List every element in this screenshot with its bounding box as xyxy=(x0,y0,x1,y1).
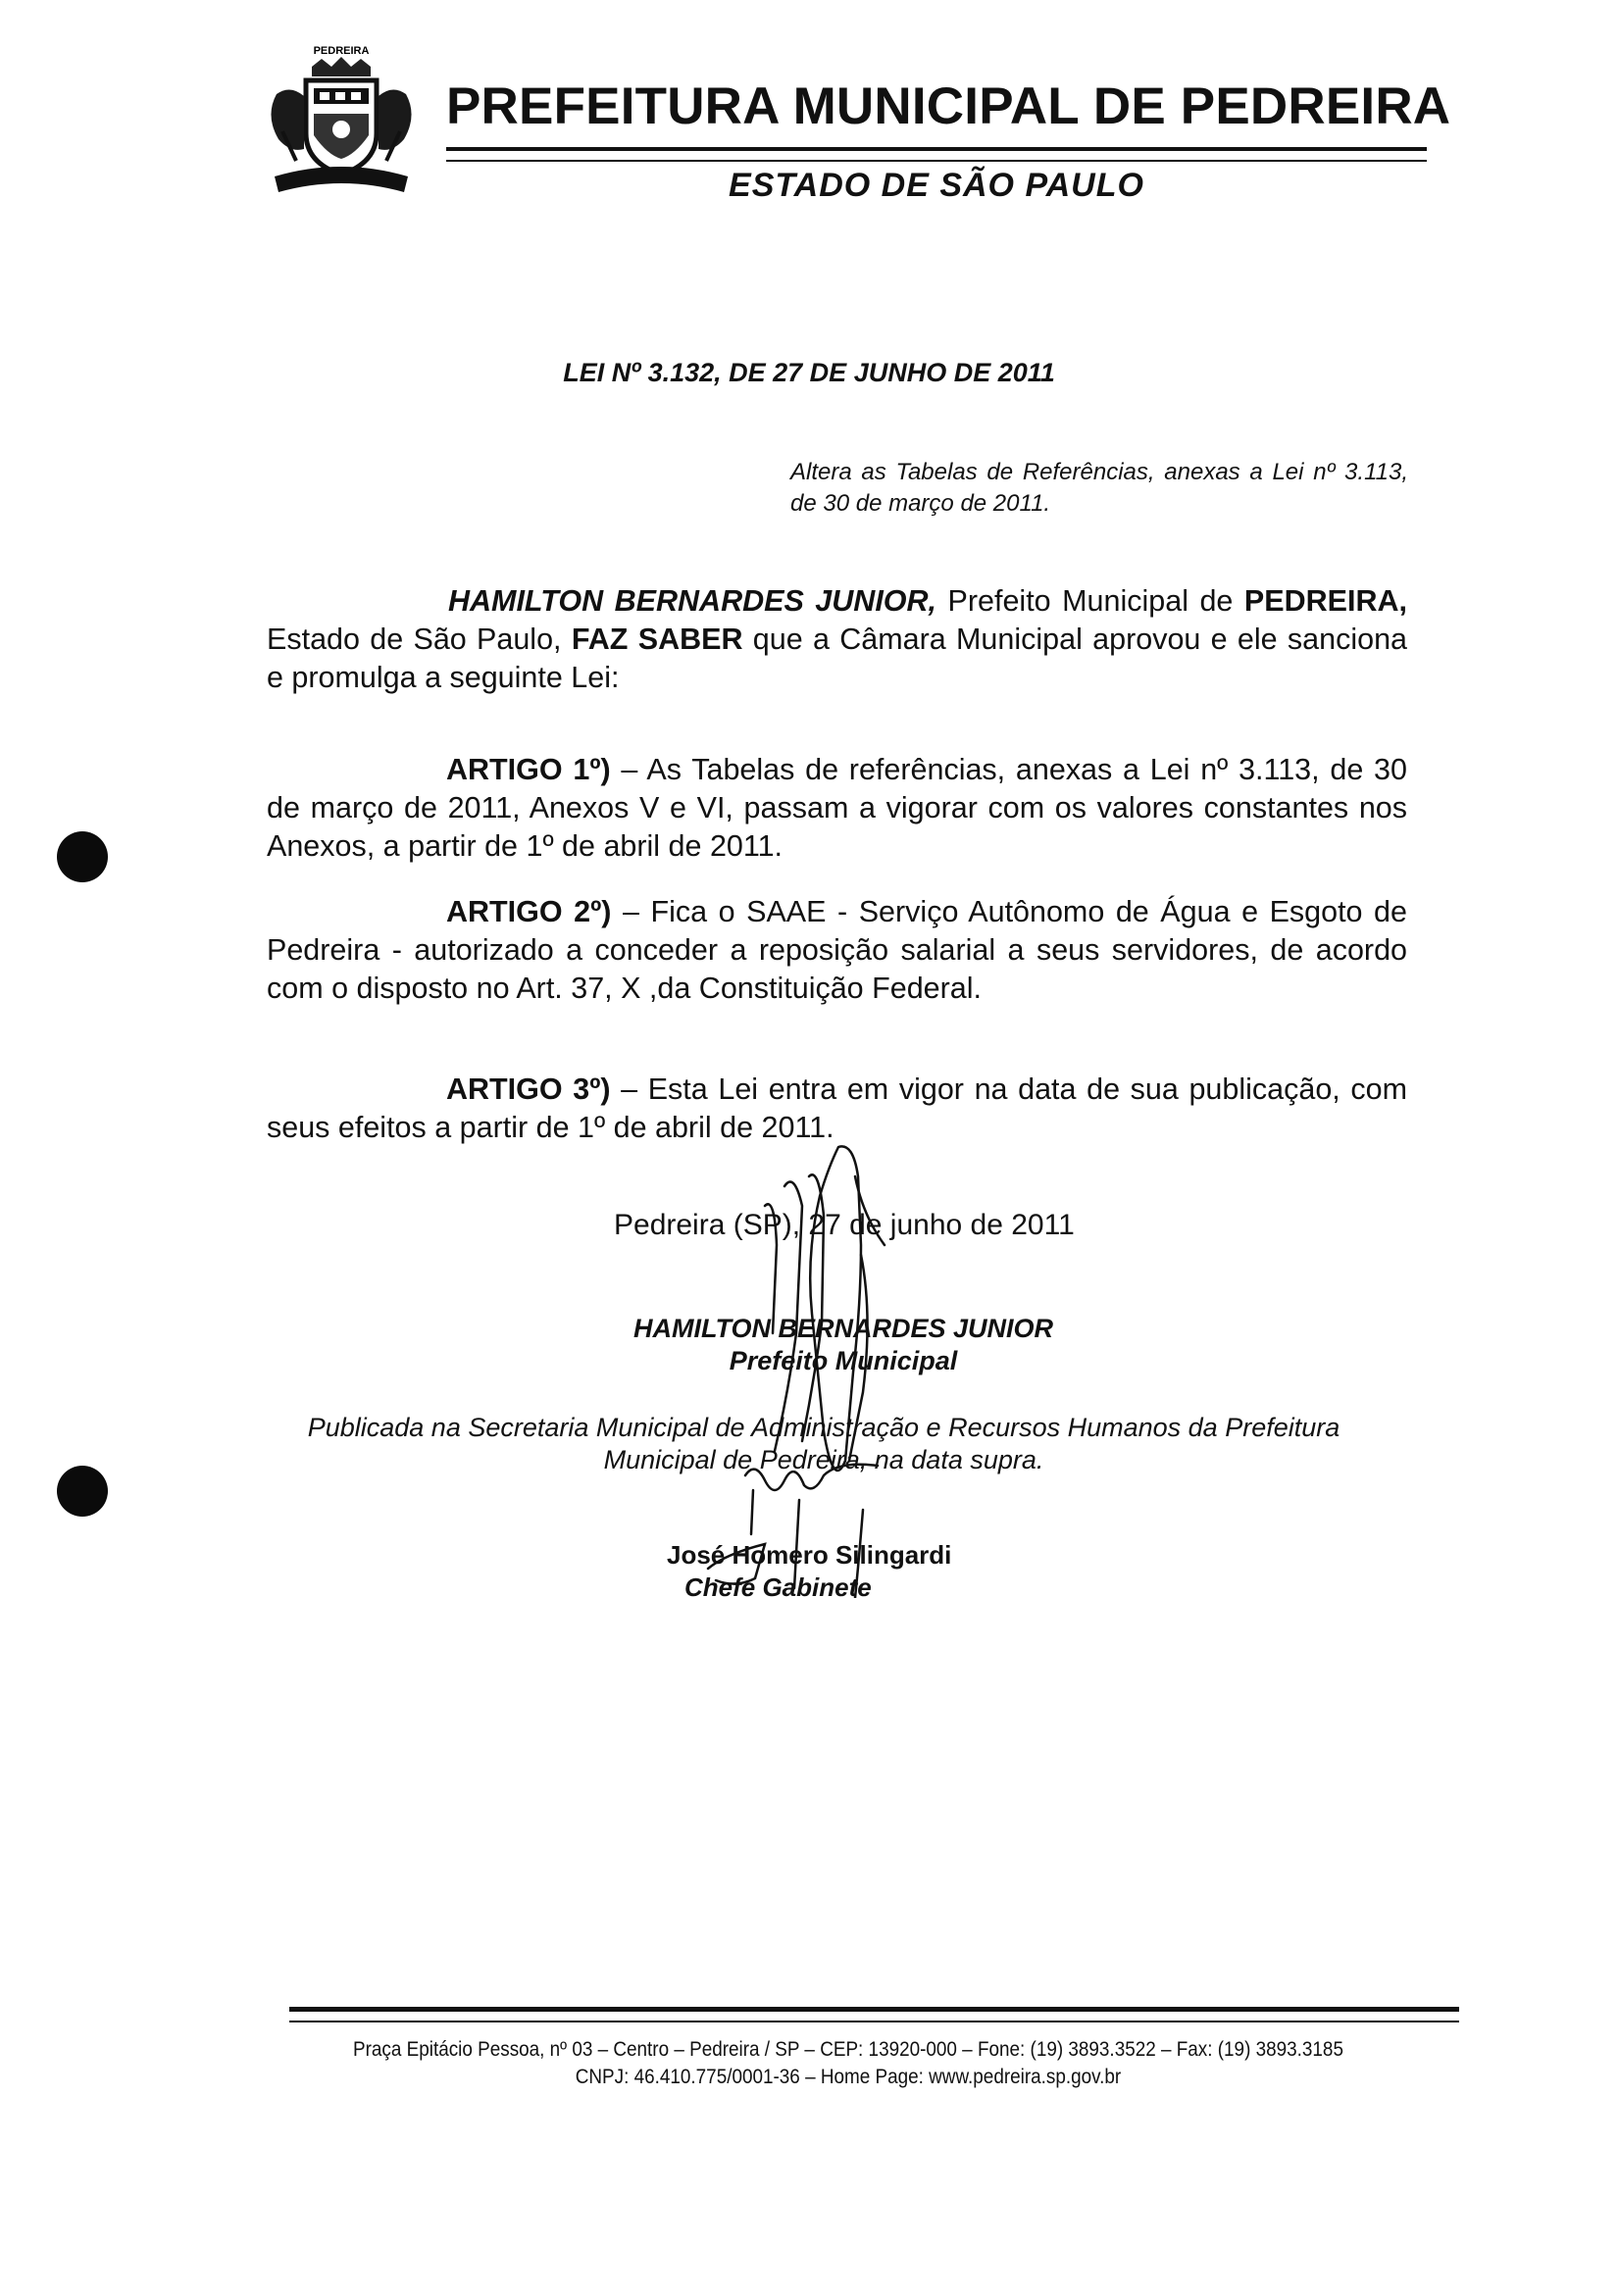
date-line: Pedreira (SP), 27 de junho de 2011 xyxy=(614,1209,1075,1241)
article-label: ARTIGO 2º) xyxy=(446,895,612,928)
mayor-name: HAMILTON BERNARDES JUNIOR, xyxy=(448,584,937,618)
header-divider xyxy=(446,147,1427,162)
faz-saber: FAZ SABER xyxy=(571,623,743,656)
article-2 xyxy=(267,893,1407,1008)
footer-divider xyxy=(289,2007,1459,2022)
law-ementa: Altera as Tabelas de Referências, anexas a Lei nº 3.113, de 30 de março de 2011. xyxy=(790,459,1408,517)
chief-role: Chefe Gabinete xyxy=(684,1572,872,1602)
publication-line-1: Publicada na Secretaria Municipal de Administração e Recursos Humanos da Prefeitura xyxy=(307,1413,1340,1442)
footer-address: Praça Epitácio Pessoa, nº 03 – Centro – Pedreira / SP – CEP: 13920-000 – Fone: (19) 3893.3522 – Fax: (19) 3893.3185 xyxy=(353,2038,1343,2061)
article-label: ARTIGO 3º) xyxy=(446,1073,611,1106)
binding-hole-mark xyxy=(57,831,108,882)
handwritten-signature xyxy=(628,1137,1039,1598)
article-1 xyxy=(267,751,1407,866)
svg-text:PEDREIRA: PEDREIRA xyxy=(313,45,370,57)
mayor-signature-role: Prefeito Municipal xyxy=(729,1346,958,1375)
article-text: – Fica o SAAE - Serviço Autônomo de Água e Esgoto de Pedreira - autorizado a conceder a reposição salarial a seus servidores, de acordo com o disposto no Art. 37, X ,da Constituição Federal. xyxy=(267,895,1407,1005)
intro-paragraph: HAMILTON BERNARDES JUNIOR, Prefeito Municipal de PEDREIRA, Estado de São Paulo, FAZ SABER que a Câmara Municipal aprovou e ele sanciona e promulga a seguinte Lei: xyxy=(267,584,1408,694)
chief-name: José Homero Silingardi xyxy=(667,1540,952,1570)
municipal-crest-logo xyxy=(257,37,426,206)
publication-line-2: Municipal de Pedreira, na data supra. xyxy=(603,1445,1044,1474)
article-3 xyxy=(267,1071,1407,1147)
article-label: ARTIGO 1º) xyxy=(446,753,611,786)
footer-contact: CNPJ: 46.410.775/0001-36 – Home Page: www.pedreira.sp.gov.br xyxy=(575,2066,1122,2088)
law-title: LEI Nº 3.132, DE 27 DE JUNHO DE 2011 xyxy=(563,358,1055,387)
article-text: – As Tabelas de referências, anexas a Lei nº 3.113, de 30 de março de 2011, Anexos V e VI, passam a vigorar com os valores constantes nos Anexos, a partir de 1º de abril de 2011. xyxy=(267,753,1407,863)
article-text: – Esta Lei entra em vigor na data de sua publicação, com seus efeitos a partir de 1º de abril de 2011. xyxy=(267,1073,1408,1144)
header-title: PREFEITURA MUNICIPAL DE PEDREIRA xyxy=(446,77,1451,135)
header-state: ESTADO DE SÃO PAULO xyxy=(729,167,1144,204)
city-name: PEDREIRA, xyxy=(1243,584,1407,618)
binding-hole-mark xyxy=(57,1466,108,1517)
mayor-signature-name: HAMILTON BERNARDES JUNIOR xyxy=(632,1314,1054,1343)
